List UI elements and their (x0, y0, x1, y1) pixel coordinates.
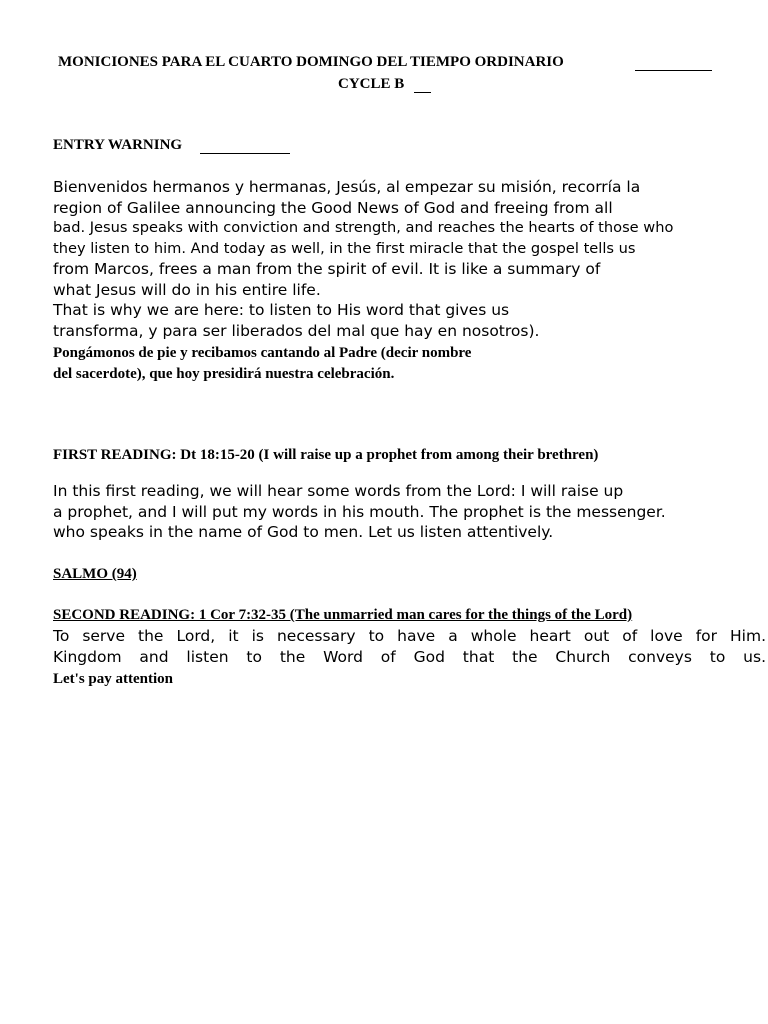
instruction-line: del sacerdote), que hoy presidirá nuestra celebración. (53, 366, 395, 382)
entry-line: That is why we are here: to listen to His word that gives us (53, 301, 510, 319)
first-reading-line: who speaks in the name of God to men. Let us listen attentively. (53, 523, 554, 541)
second-reading-line: Kingdom and listen to the Word of God that the Church conveys to us. (53, 647, 766, 666)
document-title: MONICIONES PARA EL CUARTO DOMINGO DEL TIEMPO ORDINARIO (58, 54, 564, 70)
title-underline (635, 70, 712, 71)
first-reading-paragraph (53, 481, 666, 543)
entry-line: region of Galilee announcing the Good News of God and freeing from all (53, 198, 613, 217)
entry-paragraph (53, 177, 673, 341)
second-reading-heading: SECOND READING: 1 Cor 7:32-35 (The unmarried man cares for the things of the Lord) (53, 607, 633, 623)
entry-line: Bienvenidos hermanos y hermanas, Jesús, al empezar su misión, recorría la (53, 178, 641, 196)
entry-line: transforma, y para ser liberados del mal que hay en nosotros). (53, 321, 540, 340)
entry-heading-underline (200, 153, 290, 154)
entry-line: what Jesus will do in his entire life. (53, 280, 321, 299)
second-reading-paragraph (53, 626, 766, 667)
entry-line: bad. Jesus speaks with conviction and strength, and reaches the hearts of those who (53, 219, 674, 236)
second-reading-closing: Let's pay attention (53, 671, 173, 687)
entry-instruction (53, 343, 471, 385)
first-reading-line: In this first reading, we will hear some words from the Lord: I will raise up (53, 482, 624, 500)
first-reading-heading: FIRST READING: Dt 18:15-20 (I will raise up a prophet from among their brethren) (53, 447, 599, 463)
cycle-underline (414, 92, 431, 93)
entry-line: they listen to him. And today as well, in the first miracle that the gospel tells us (53, 239, 636, 257)
psalm-heading: SALMO (94) (53, 566, 137, 582)
entry-line: from Marcos, frees a man from the spirit of evil. It is like a summary of (53, 260, 601, 278)
first-reading-line: a prophet, and I will put my words in his mouth. The prophet is the messenger. (53, 502, 666, 521)
cycle-label: CYCLE B (338, 76, 405, 92)
instruction-line: Pongámonos de pie y recibamos cantando al Padre (decir nombre (53, 345, 472, 361)
entry-heading: ENTRY WARNING (53, 137, 183, 153)
second-reading-line: To serve the Lord, it is necessary to have a whole heart out of love for Him. (53, 627, 766, 645)
